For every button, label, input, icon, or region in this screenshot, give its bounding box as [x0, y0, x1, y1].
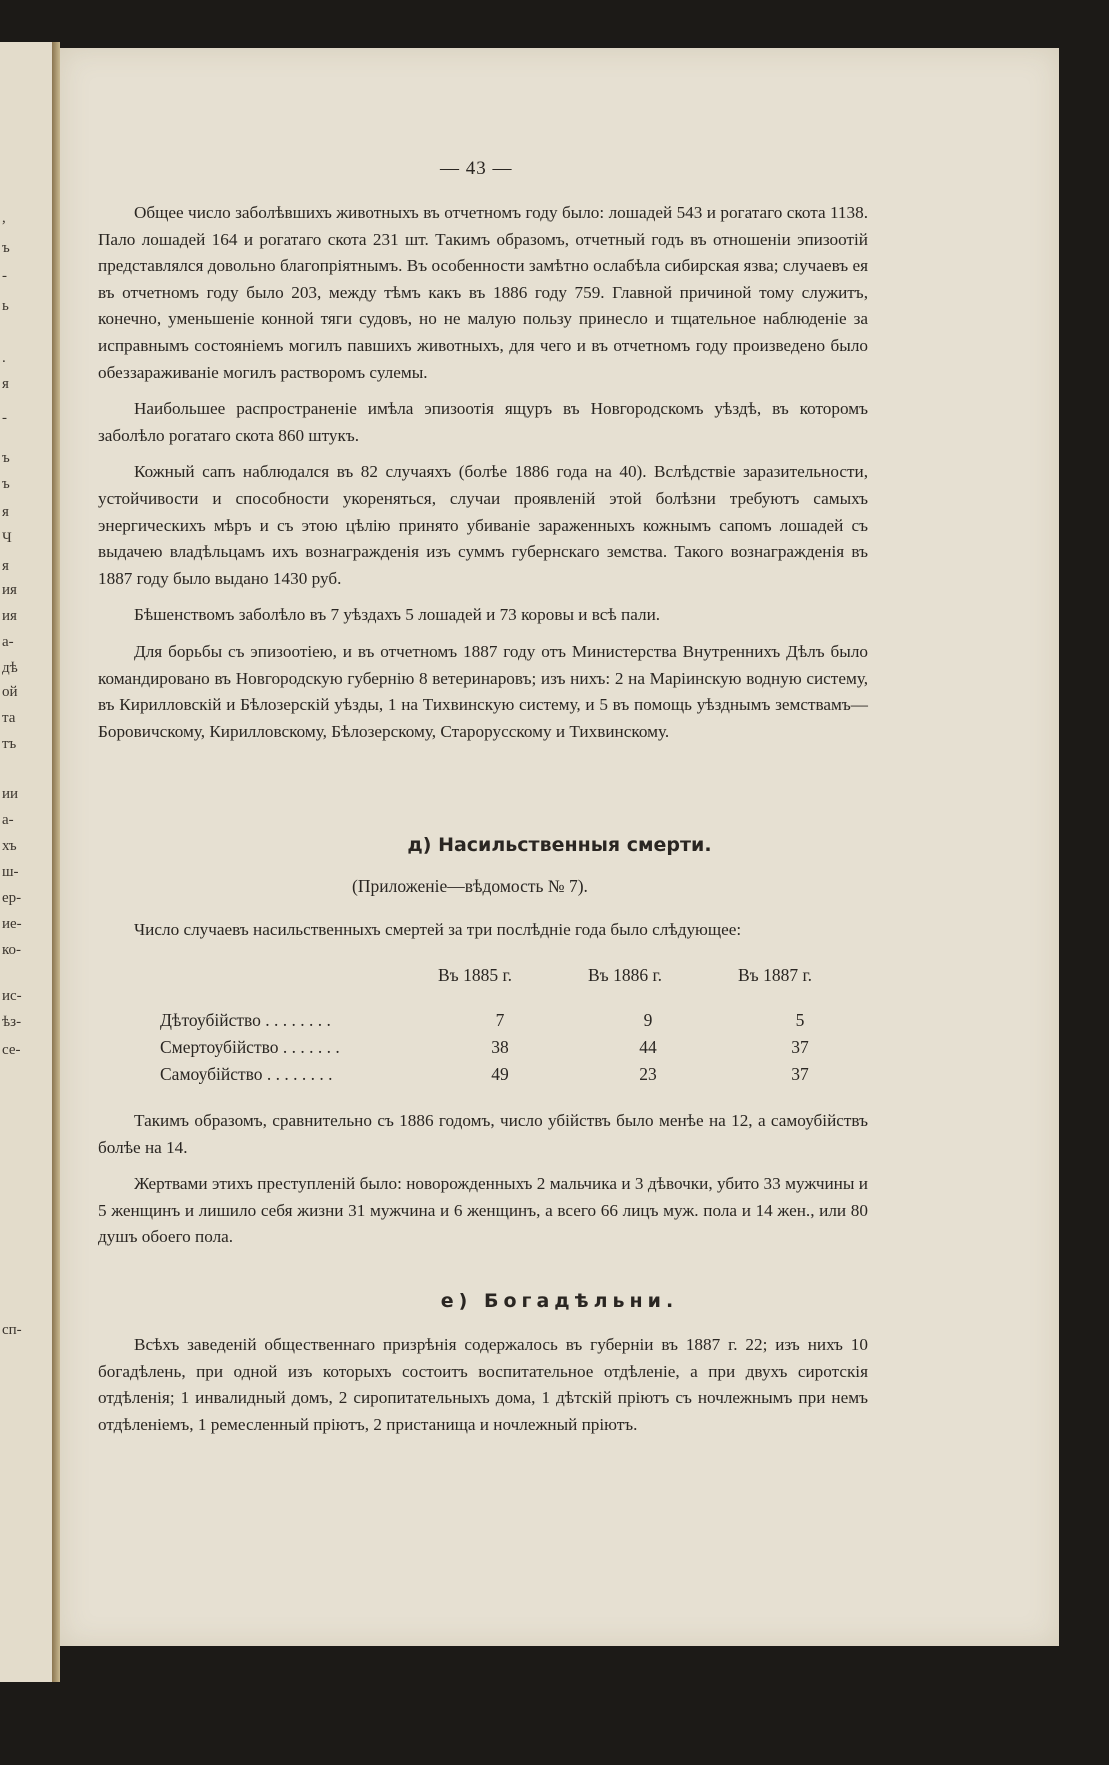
table-column-header: Въ 1887 г. — [738, 965, 813, 985]
left-page-text-fragment: ие- — [2, 916, 22, 932]
table-column-header: Въ 1885 г. — [438, 965, 513, 985]
table-cell: 37 — [791, 1037, 809, 1057]
table-cell: 7 — [495, 1010, 505, 1030]
table-row — [0, 1037, 1109, 1065]
left-page-text-fragment: ия — [2, 582, 17, 598]
left-page-text-fragment: сп- — [2, 1322, 22, 1338]
table-cell: 23 — [639, 1064, 657, 1084]
left-page-text-fragment: ъ — [2, 476, 10, 492]
body-text-d — [98, 1108, 868, 1261]
left-page-text-fragment: ъ — [2, 240, 10, 256]
paragraph: Для борьбы съ эпизоотіею, и въ отчетномъ 1887 году отъ Министерства Внутреннихъ Дѣлъ было командировано въ Новгородскую губернію 8 ветеринаровъ; изъ нихъ: 2 на Маріинскую водную систему, въ Кирилловскій и Бѣлозерскій уѣзды, 1 на Тихвинскую систему, и 5 въ помощь уѣзднымъ земствамъ—Боровичскому, Кирилловскому, Бѣлозерскому, Старорусскому и Тихвинскому. — [98, 641, 868, 741]
left-page-text-fragment: я — [2, 558, 9, 574]
left-page-text-fragment: - — [2, 268, 7, 284]
table-cell: 37 — [791, 1064, 809, 1084]
table-row — [0, 1010, 1109, 1038]
paragraph: Общее число заболѣвшихъ животныхъ въ отчетномъ году было: лошадей 543 и рогатаго скота 1138. Пало лошадей 164 и рогатаго скота 231 шт. Такимъ образомъ, отчетный годъ въ отношеніи эпизоотій представлялся довольно благопріятнымъ. Въ особенности замѣтно ослабѣла сибирская язва; случаевъ ея въ отчетномъ году было 203, между тѣмъ какъ въ 1886 году 759. Главной причиной тому служитъ, конечно, уменьшеніе конной тяги судовъ, но не малую пользу принесло и тщательное наблюденіе за исправнымъ состояніемъ могилъ павшихъ животныхъ, для чего и въ отчетномъ году произведено было обеззараживаніе могилъ растворомъ сулемы. — [98, 203, 868, 382]
left-page-text-fragment: я — [2, 504, 9, 520]
left-page-text-fragment: ия — [2, 608, 17, 624]
left-page-text-fragment: - — [2, 410, 7, 426]
body-text-e — [98, 1332, 868, 1448]
section-subheading-d: (Приложеніе—вѣдомость № 7). — [352, 876, 588, 896]
left-page-text-fragment: ѣз- — [2, 1014, 22, 1030]
table-cell: 44 — [639, 1037, 657, 1057]
paragraph: Такимъ образомъ, сравнительно съ 1886 годомъ, число убійствъ было менѣе на 12, а самоубійствъ болѣе на 14. — [98, 1111, 868, 1157]
table-cell: 5 — [795, 1010, 805, 1030]
table-row-label: Смертоубійство . . . . . . . — [160, 1037, 340, 1057]
left-page-text-fragment: а- — [2, 812, 14, 828]
table-row-label: Самоубійство . . . . . . . . — [160, 1064, 333, 1084]
body-text-top — [98, 200, 868, 755]
left-page-text-fragment: а- — [2, 634, 14, 650]
paragraph: Кожный сапъ наблюдался въ 82 случаяхъ (болѣе 1886 года на 40). Вслѣдствіе заразительности, устойчивости и способности укорeняться, случаи проявленій этой болѣзни требуютъ самыхъ энергическихъ мѣръ и съ этою цѣлію принято убиваніе зараженныхъ кожнымъ сапомъ лошадей съ выдачею владѣльцамъ ихъ вознагражденія изъ суммъ губернскаго земства. Такого вознагражденія въ 1887 году было выдано 1430 руб. — [98, 462, 868, 588]
left-page-text-fragment: та — [2, 710, 16, 726]
page-number: — 43 — — [440, 158, 513, 179]
table-row — [0, 1064, 1109, 1092]
left-page-text-fragment: ии — [2, 786, 19, 802]
left-page-text-fragment: ис- — [2, 988, 22, 1004]
paragraph: Всѣхъ заведеній общественнаго призрѣнія содержалось въ губерніи въ 1887 г. 22; изъ нихъ 10 богадѣлень, при одной изъ которыхъ состоитъ воспитательное отдѣленіе, а при двухъ сиротскія отдѣленія; 1 инвалидный домъ, 2 сиропитательныхъ дома, 1 дѣтскій пріютъ съ ночлежнымъ при немъ отдѣленіемъ, 1 ремесленный пріютъ, 2 пристанища и ночлежный пріютъ. — [98, 1335, 868, 1434]
table-column-header: Въ 1886 г. — [588, 965, 663, 985]
left-page-edge — [0, 42, 55, 1682]
left-page-text-fragment: хъ — [2, 838, 17, 854]
paragraph: Жертвами этихъ преступленій было: новорожденныхъ 2 мальчика и 3 дѣвочки, убито 33 мужчины и 5 женщинъ и лишило себя жизни 31 мужчина и 6 женщинъ, а всего 66 лицъ муж. пола и 14 жен., или 80 душъ обоего пола. — [98, 1174, 868, 1247]
left-page-text-fragment: я — [2, 376, 9, 392]
left-page-text-fragment: ь — [2, 298, 9, 314]
table-row-label: Дѣтоубійство . . . . . . . . — [160, 1010, 331, 1030]
left-page-text-fragment: ш- — [2, 864, 19, 880]
left-page-text-fragment: ой — [2, 684, 18, 700]
table-cell: 9 — [643, 1010, 653, 1030]
left-page-text-fragment: се- — [2, 1042, 21, 1058]
section-heading-d: д) Насильственныя смерти. — [407, 834, 712, 856]
table-intro: Число случаевъ насильственныхъ смертей за три послѣдніе года было слѣдующее: — [134, 920, 742, 939]
left-page-text-fragment: Ч — [2, 530, 12, 546]
paragraph: Наибольшее распространеніе имѣла эпизоотія ящуръ въ Новгородскомъ уѣздѣ, въ которомъ заболѣло рогатаго скота 860 штукъ. — [98, 399, 868, 445]
left-page-text-fragment: ер- — [2, 890, 22, 906]
section-heading-e: е) Богадѣльни. — [440, 1290, 679, 1312]
left-page-text-fragment: тъ — [2, 736, 17, 752]
left-page-text-fragment: , — [2, 210, 6, 226]
left-page-text-fragment: . — [2, 350, 6, 366]
table-cell: 49 — [491, 1064, 509, 1084]
left-page-text-fragment: дѣ — [2, 660, 18, 676]
table-cell: 38 — [491, 1037, 509, 1057]
left-page-text-fragment: ко- — [2, 942, 22, 958]
paragraph: Бѣшенствомъ заболѣло въ 7 уѣздахъ 5 лошадей и 73 коровы и всѣ пали. — [134, 605, 661, 625]
book-gutter — [52, 42, 60, 1682]
left-page-text-fragment: ъ — [2, 450, 10, 466]
